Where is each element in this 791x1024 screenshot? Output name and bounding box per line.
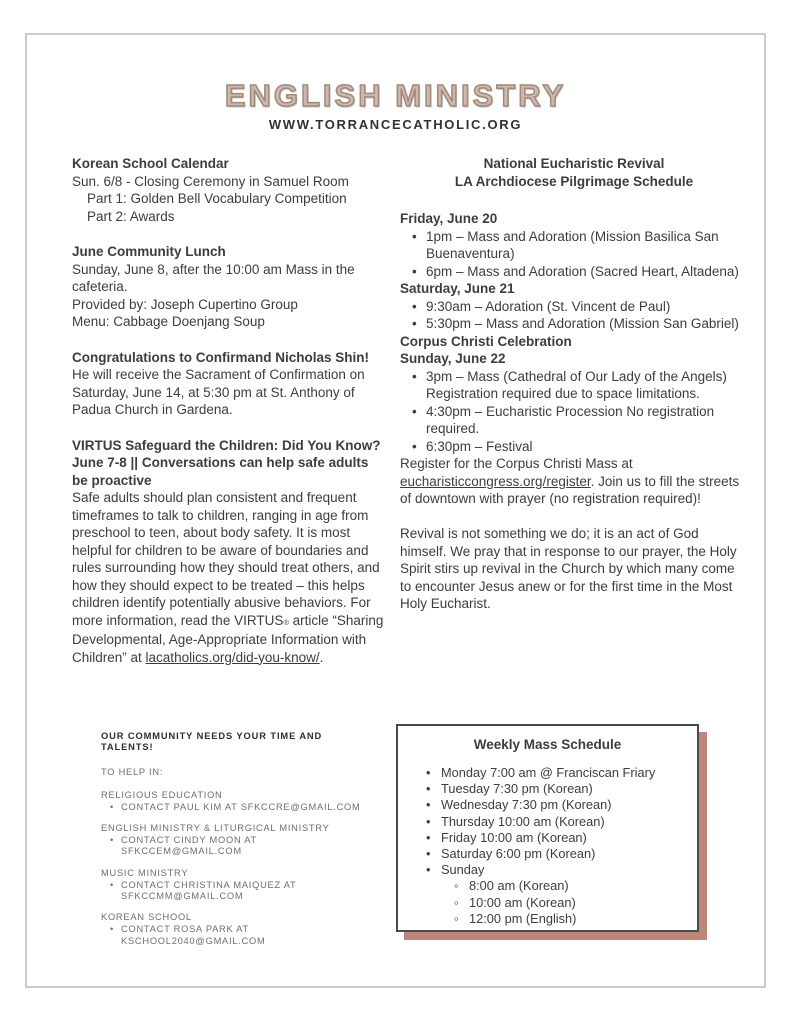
- section-virtus: [72, 437, 386, 667]
- volunteer-group-religious-education: [101, 790, 367, 813]
- section-confirmand: [72, 349, 386, 419]
- ministry-contact: • CONTACT CHRISTINA MAIQUEZ AT SFKCCMM@GMAIL.COM: [101, 880, 367, 902]
- right-column: [400, 155, 748, 613]
- mass-schedule-item: • Wednesday 7:30 pm (Korean): [412, 797, 683, 813]
- virtus-body: [72, 489, 386, 666]
- revival-heading-line1: National Eucharistic Revival: [483, 156, 665, 171]
- sunday-mass-item: ◦ 8:00 am (Korean): [412, 878, 683, 894]
- section-korean-school-calendar: [72, 155, 386, 225]
- volunteer-intro: TO HELP IN:: [101, 767, 164, 778]
- ministry-name: RELIGIOUS EDUCATION: [101, 789, 223, 800]
- revival-paragraph: Revival is not something we do; it is an act of God himself. We pray that in response to our prayer, the Holy Spirit stirs up revival in the Church by which many come to encounter Jesus anew or for the first time in the Most Holy Eucharist.: [400, 526, 737, 611]
- ministry-contact: • CONTACT CINDY MOON AT SFKCCEM@GMAIL.COM: [101, 835, 367, 857]
- sunday-mass-item: ◦ 10:00 am (Korean): [412, 895, 683, 911]
- section-heading: Congratulations to Confirmand Nicholas Shin!: [72, 349, 369, 365]
- calendar-line: Part 2: Awards: [87, 208, 175, 224]
- schedule-item: • 1pm – Mass and Adoration (Mission Basilica San Buenaventura): [400, 228, 748, 263]
- register-paragraph: Register for the Corpus Christi Mass at eucharisticcongress.org/register. Join us to fill the streets of downtown with prayer (no registration required)!: [400, 456, 740, 506]
- left-column: [72, 155, 386, 684]
- mass-schedule-item: • Thursday 10:00 am (Korean): [412, 814, 683, 830]
- mass-schedule-item: • Sunday: [412, 862, 683, 878]
- ministry-name: ENGLISH MINISTRY & LITURGICAL MINISTRY: [101, 823, 330, 834]
- eucharistic-congress-link[interactable]: eucharisticcongress.org/register: [400, 473, 591, 489]
- schedule-day: Sunday, June 22: [400, 351, 506, 366]
- corpus-christi-heading: Corpus Christi Celebration: [400, 333, 572, 349]
- virtus-text: article “Sharing Developmental, Age-Appropriate Information with Children” at: [72, 612, 384, 665]
- pilgrimage-schedule: [400, 210, 748, 455]
- volunteer-section: [101, 731, 367, 957]
- volunteer-group-korean-school: [101, 912, 367, 947]
- schedule-day: Saturday, June 21: [400, 281, 515, 296]
- lacatholics-link[interactable]: lacatholics.org/did-you-know/: [145, 649, 320, 665]
- section-heading: Korean School Calendar: [72, 156, 229, 171]
- registered-trademark-icon: ®: [283, 617, 289, 627]
- lunch-line: Menu: Cabbage Doenjang Soup: [72, 314, 265, 329]
- section-heading: June Community Lunch: [72, 244, 226, 259]
- ministry-name: MUSIC MINISTRY: [101, 867, 189, 878]
- ministry-contact: • CONTACT PAUL KIM AT SFKCCRE@GMAIL.COM: [101, 802, 367, 813]
- volunteer-group-music-ministry: [101, 868, 367, 903]
- mass-schedule-item: • Saturday 6:00 pm (Korean): [412, 846, 683, 862]
- schedule-item: • 9:30am – Adoration (St. Vincent de Paul): [400, 298, 748, 316]
- mass-schedule-item: • Friday 10:00 am (Korean): [412, 830, 683, 846]
- sunday-mass-item: ◦ 12:00 pm (English): [412, 911, 683, 927]
- mass-schedule-item: • Tuesday 7:30 pm (Korean): [412, 781, 683, 797]
- website-url: WWW.TORRANCECATHOLIC.ORG: [268, 117, 523, 132]
- mass-schedule-item: • Monday 7:00 am @ Franciscan Friary: [412, 765, 683, 781]
- section-community-lunch: [72, 243, 386, 331]
- schedule-item: • 6pm – Mass and Adoration (Sacred Heart, Altadena): [400, 263, 748, 281]
- section-heading: VIRTUS Safeguard the Children: Did You Know? June 7-8 || Conversations can help safe adults be proactive: [72, 437, 381, 488]
- ministry-contact: • CONTACT ROSA PARK AT KSCHOOL2040@GMAIL.COM: [101, 924, 367, 946]
- page-title: ENGLISH MINISTRY: [224, 78, 567, 113]
- schedule-item: • 3pm – Mass (Cathedral of Our Lady of the Angels) Registration required due to space limitations.: [400, 368, 748, 403]
- volunteer-header: OUR COMMUNITY NEEDS YOUR TIME AND TALENTS!: [101, 731, 323, 753]
- virtus-text: Safe adults should plan consistent and frequent timeframes to talk to children, ranging in age from preschool to teen, about body safety. It is most helpful for children to be aware of boundaries and rules surrounding how they should treat others, and how they should expect to be treated – this helps children identify potentially abusive behaviors. For more information, read the VIRTUS: [72, 490, 380, 628]
- confirmand-body: He will receive the Sacrament of Confirmation on Saturday, June 14, at 5:30 pm at St. Anthony of Padua Church in Gardena.: [72, 367, 365, 417]
- revival-heading-line2: LA Archdiocese Pilgrimage Schedule: [454, 173, 694, 189]
- lunch-line: Provided by: Joseph Cupertino Group: [72, 296, 298, 312]
- schedule-day: Friday, June 20: [400, 211, 498, 226]
- virtus-text: .: [319, 649, 324, 665]
- schedule-item: • 5:30pm – Mass and Adoration (Mission San Gabriel): [400, 315, 748, 333]
- volunteer-group-english-ministry: [101, 823, 367, 858]
- lunch-line: Sunday, June 8, after the 10:00 am Mass in the cafeteria.: [72, 261, 355, 294]
- weekly-mass-schedule-box: [396, 724, 699, 932]
- mass-schedule-title: Weekly Mass Schedule: [473, 737, 622, 752]
- masthead: [0, 78, 791, 132]
- schedule-item: • 6:30pm – Festival: [400, 438, 748, 456]
- ministry-name: KOREAN SCHOOL: [101, 912, 192, 923]
- schedule-item: • 4:30pm – Eucharistic Procession No registration required.: [400, 403, 748, 438]
- calendar-line: Part 1: Golden Bell Vocabulary Competition: [87, 191, 347, 206]
- calendar-line: Sun. 6/8 - Closing Ceremony in Samuel Room: [72, 173, 349, 189]
